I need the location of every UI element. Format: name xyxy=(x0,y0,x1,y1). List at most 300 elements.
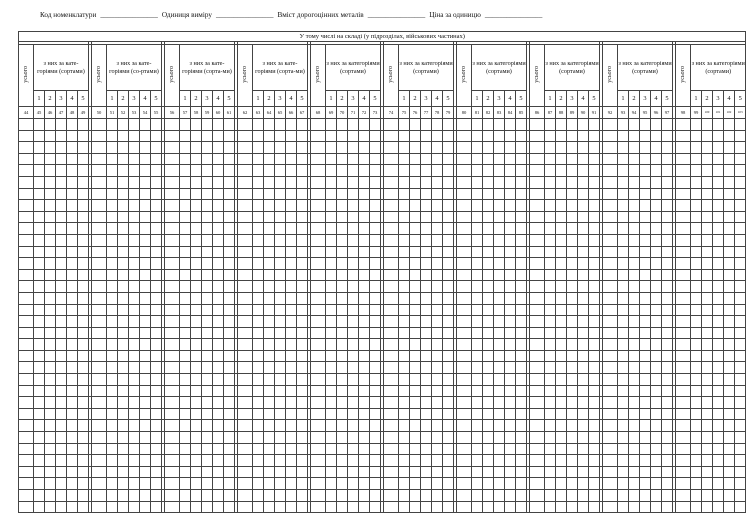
entry-cell[interactable] xyxy=(556,304,567,316)
entry-cell[interactable] xyxy=(275,374,286,386)
entry-cell[interactable] xyxy=(556,397,567,409)
entry-cell[interactable] xyxy=(399,292,410,304)
entry-cell[interactable] xyxy=(384,420,399,432)
entry-cell[interactable] xyxy=(326,246,337,258)
entry-cell[interactable] xyxy=(34,350,45,362)
entry-cell[interactable] xyxy=(359,339,370,351)
entry-cell[interactable] xyxy=(545,165,556,177)
entry-cell[interactable] xyxy=(107,501,118,513)
entry-cell[interactable] xyxy=(19,397,34,409)
entry-cell[interactable] xyxy=(651,432,662,444)
entry-cell[interactable] xyxy=(651,397,662,409)
entry-cell[interactable] xyxy=(735,176,746,188)
entry-cell[interactable] xyxy=(253,350,264,362)
entry-cell[interactable] xyxy=(45,362,56,374)
entry-cell[interactable] xyxy=(202,119,213,131)
entry-cell[interactable] xyxy=(443,176,454,188)
entry-cell[interactable] xyxy=(337,443,348,455)
entry-cell[interactable] xyxy=(505,350,516,362)
entry-cell[interactable] xyxy=(118,304,129,316)
entry-cell[interactable] xyxy=(603,176,618,188)
entry-cell[interactable] xyxy=(253,246,264,258)
entry-cell[interactable] xyxy=(107,269,118,281)
entry-cell[interactable] xyxy=(67,362,78,374)
entry-cell[interactable] xyxy=(578,292,589,304)
entry-cell[interactable] xyxy=(129,408,140,420)
entry-cell[interactable] xyxy=(140,258,151,270)
entry-cell[interactable] xyxy=(399,142,410,154)
entry-cell[interactable] xyxy=(713,316,724,328)
entry-cell[interactable] xyxy=(578,188,589,200)
entry-cell[interactable] xyxy=(676,374,691,386)
entry-cell[interactable] xyxy=(180,176,191,188)
entry-cell[interactable] xyxy=(180,269,191,281)
entry-cell[interactable] xyxy=(640,258,651,270)
entry-cell[interactable] xyxy=(691,153,702,165)
entry-cell[interactable] xyxy=(311,142,326,154)
entry-cell[interactable] xyxy=(702,362,713,374)
entry-cell[interactable] xyxy=(348,258,359,270)
entry-cell[interactable] xyxy=(191,153,202,165)
entry-cell[interactable] xyxy=(578,165,589,177)
entry-cell[interactable] xyxy=(713,234,724,246)
entry-cell[interactable] xyxy=(19,304,34,316)
entry-cell[interactable] xyxy=(264,443,275,455)
entry-cell[interactable] xyxy=(129,246,140,258)
entry-cell[interactable] xyxy=(589,478,600,490)
entry-cell[interactable] xyxy=(676,246,691,258)
entry-cell[interactable] xyxy=(530,397,545,409)
entry-cell[interactable] xyxy=(735,223,746,235)
entry-cell[interactable] xyxy=(735,281,746,293)
entry-cell[interactable] xyxy=(140,432,151,444)
entry-cell[interactable] xyxy=(326,316,337,328)
entry-cell[interactable] xyxy=(494,339,505,351)
entry-cell[interactable] xyxy=(348,339,359,351)
entry-cell[interactable] xyxy=(275,339,286,351)
entry-cell[interactable] xyxy=(691,258,702,270)
entry-cell[interactable] xyxy=(421,362,432,374)
entry-cell[interactable] xyxy=(92,142,107,154)
entry-cell[interactable] xyxy=(629,316,640,328)
entry-cell[interactable] xyxy=(472,385,483,397)
entry-cell[interactable] xyxy=(180,246,191,258)
entry-cell[interactable] xyxy=(618,281,629,293)
entry-cell[interactable] xyxy=(421,304,432,316)
entry-cell[interactable] xyxy=(56,455,67,467)
entry-cell[interactable] xyxy=(151,327,162,339)
entry-cell[interactable] xyxy=(118,490,129,502)
entry-cell[interactable] xyxy=(384,130,399,142)
entry-cell[interactable] xyxy=(202,211,213,223)
entry-cell[interactable] xyxy=(603,304,618,316)
entry-cell[interactable] xyxy=(651,269,662,281)
entry-cell[interactable] xyxy=(67,385,78,397)
entry-cell[interactable] xyxy=(494,130,505,142)
entry-cell[interactable] xyxy=(286,362,297,374)
entry-cell[interactable] xyxy=(45,188,56,200)
entry-cell[interactable] xyxy=(253,339,264,351)
entry-cell[interactable] xyxy=(421,501,432,513)
entry-cell[interactable] xyxy=(567,408,578,420)
entry-cell[interactable] xyxy=(129,269,140,281)
entry-cell[interactable] xyxy=(286,466,297,478)
entry-cell[interactable] xyxy=(129,501,140,513)
entry-cell[interactable] xyxy=(180,165,191,177)
entry-cell[interactable] xyxy=(151,408,162,420)
entry-cell[interactable] xyxy=(618,130,629,142)
entry-cell[interactable] xyxy=(191,119,202,131)
entry-cell[interactable] xyxy=(410,397,421,409)
entry-cell[interactable] xyxy=(618,385,629,397)
entry-cell[interactable] xyxy=(530,258,545,270)
entry-cell[interactable] xyxy=(19,258,34,270)
entry-cell[interactable] xyxy=(567,316,578,328)
entry-cell[interactable] xyxy=(165,339,180,351)
entry-cell[interactable] xyxy=(629,443,640,455)
entry-cell[interactable] xyxy=(275,397,286,409)
entry-cell[interactable] xyxy=(34,478,45,490)
entry-cell[interactable] xyxy=(702,176,713,188)
entry-cell[interactable] xyxy=(337,432,348,444)
entry-cell[interactable] xyxy=(202,350,213,362)
entry-cell[interactable] xyxy=(505,142,516,154)
entry-cell[interactable] xyxy=(724,234,735,246)
entry-cell[interactable] xyxy=(370,165,381,177)
entry-cell[interactable] xyxy=(118,234,129,246)
entry-cell[interactable] xyxy=(399,165,410,177)
entry-cell[interactable] xyxy=(286,478,297,490)
entry-cell[interactable] xyxy=(56,165,67,177)
entry-cell[interactable] xyxy=(67,466,78,478)
entry-cell[interactable] xyxy=(640,385,651,397)
entry-cell[interactable] xyxy=(589,211,600,223)
entry-cell[interactable] xyxy=(19,339,34,351)
entry-cell[interactable] xyxy=(326,420,337,432)
entry-cell[interactable] xyxy=(640,490,651,502)
entry-cell[interactable] xyxy=(629,269,640,281)
entry-cell[interactable] xyxy=(629,211,640,223)
entry-cell[interactable] xyxy=(224,119,235,131)
entry-cell[interactable] xyxy=(702,234,713,246)
entry-cell[interactable] xyxy=(432,374,443,386)
entry-cell[interactable] xyxy=(213,223,224,235)
entry-cell[interactable] xyxy=(567,420,578,432)
entry-cell[interactable] xyxy=(370,455,381,467)
entry-cell[interactable] xyxy=(253,316,264,328)
entry-cell[interactable] xyxy=(311,292,326,304)
entry-cell[interactable] xyxy=(275,269,286,281)
entry-cell[interactable] xyxy=(165,281,180,293)
entry-cell[interactable] xyxy=(567,432,578,444)
entry-cell[interactable] xyxy=(640,478,651,490)
entry-cell[interactable] xyxy=(286,130,297,142)
entry-cell[interactable] xyxy=(662,374,673,386)
entry-cell[interactable] xyxy=(326,142,337,154)
entry-cell[interactable] xyxy=(567,188,578,200)
entry-cell[interactable] xyxy=(34,188,45,200)
entry-cell[interactable] xyxy=(129,374,140,386)
entry-cell[interactable] xyxy=(311,223,326,235)
entry-cell[interactable] xyxy=(264,119,275,131)
entry-cell[interactable] xyxy=(384,200,399,212)
entry-cell[interactable] xyxy=(224,234,235,246)
entry-cell[interactable] xyxy=(399,339,410,351)
entry-cell[interactable] xyxy=(578,466,589,478)
entry-cell[interactable] xyxy=(213,455,224,467)
entry-cell[interactable] xyxy=(384,478,399,490)
entry-cell[interactable] xyxy=(702,339,713,351)
entry-cell[interactable] xyxy=(56,153,67,165)
entry-cell[interactable] xyxy=(505,200,516,212)
entry-cell[interactable] xyxy=(472,153,483,165)
entry-cell[interactable] xyxy=(516,246,527,258)
entry-cell[interactable] xyxy=(213,432,224,444)
entry-cell[interactable] xyxy=(213,234,224,246)
entry-cell[interactable] xyxy=(92,258,107,270)
entry-cell[interactable] xyxy=(78,385,89,397)
entry-cell[interactable] xyxy=(140,327,151,339)
entry-cell[interactable] xyxy=(359,176,370,188)
entry-cell[interactable] xyxy=(472,292,483,304)
entry-cell[interactable] xyxy=(34,176,45,188)
entry-cell[interactable] xyxy=(676,362,691,374)
entry-cell[interactable] xyxy=(472,397,483,409)
entry-cell[interactable] xyxy=(410,176,421,188)
entry-cell[interactable] xyxy=(443,119,454,131)
entry-cell[interactable] xyxy=(238,443,253,455)
entry-cell[interactable] xyxy=(45,246,56,258)
entry-cell[interactable] xyxy=(191,246,202,258)
entry-cell[interactable] xyxy=(165,223,180,235)
entry-cell[interactable] xyxy=(421,490,432,502)
entry-cell[interactable] xyxy=(603,119,618,131)
entry-cell[interactable] xyxy=(457,200,472,212)
entry-cell[interactable] xyxy=(421,420,432,432)
entry-cell[interactable] xyxy=(224,176,235,188)
entry-cell[interactable] xyxy=(545,443,556,455)
entry-cell[interactable] xyxy=(483,258,494,270)
entry-cell[interactable] xyxy=(129,165,140,177)
entry-cell[interactable] xyxy=(651,374,662,386)
entry-cell[interactable] xyxy=(603,455,618,467)
entry-cell[interactable] xyxy=(505,362,516,374)
entry-cell[interactable] xyxy=(107,339,118,351)
entry-cell[interactable] xyxy=(410,292,421,304)
entry-cell[interactable] xyxy=(578,211,589,223)
entry-cell[interactable] xyxy=(359,490,370,502)
entry-cell[interactable] xyxy=(472,316,483,328)
entry-cell[interactable] xyxy=(421,130,432,142)
entry-cell[interactable] xyxy=(662,153,673,165)
entry-cell[interactable] xyxy=(691,304,702,316)
entry-cell[interactable] xyxy=(19,281,34,293)
entry-cell[interactable] xyxy=(691,165,702,177)
entry-cell[interactable] xyxy=(129,234,140,246)
entry-cell[interactable] xyxy=(735,350,746,362)
header-field-blank[interactable]: ________________ xyxy=(215,11,274,19)
entry-cell[interactable] xyxy=(603,408,618,420)
entry-cell[interactable] xyxy=(326,408,337,420)
entry-cell[interactable] xyxy=(129,142,140,154)
entry-cell[interactable] xyxy=(45,165,56,177)
entry-cell[interactable] xyxy=(67,316,78,328)
entry-cell[interactable] xyxy=(118,188,129,200)
entry-cell[interactable] xyxy=(629,153,640,165)
entry-cell[interactable] xyxy=(702,211,713,223)
entry-cell[interactable] xyxy=(702,501,713,513)
entry-cell[interactable] xyxy=(494,397,505,409)
entry-cell[interactable] xyxy=(384,176,399,188)
entry-cell[interactable] xyxy=(180,304,191,316)
entry-cell[interactable] xyxy=(691,350,702,362)
entry-cell[interactable] xyxy=(45,211,56,223)
entry-cell[interactable] xyxy=(348,281,359,293)
entry-cell[interactable] xyxy=(78,327,89,339)
entry-cell[interactable] xyxy=(735,258,746,270)
entry-cell[interactable] xyxy=(337,153,348,165)
entry-cell[interactable] xyxy=(691,176,702,188)
entry-cell[interactable] xyxy=(129,153,140,165)
entry-cell[interactable] xyxy=(165,455,180,467)
entry-cell[interactable] xyxy=(56,258,67,270)
entry-cell[interactable] xyxy=(618,408,629,420)
entry-cell[interactable] xyxy=(589,420,600,432)
entry-cell[interactable] xyxy=(662,501,673,513)
entry-cell[interactable] xyxy=(180,455,191,467)
entry-cell[interactable] xyxy=(567,466,578,478)
entry-cell[interactable] xyxy=(629,420,640,432)
entry-cell[interactable] xyxy=(472,176,483,188)
entry-cell[interactable] xyxy=(530,420,545,432)
entry-cell[interactable] xyxy=(640,176,651,188)
entry-cell[interactable] xyxy=(359,362,370,374)
entry-cell[interactable] xyxy=(483,188,494,200)
entry-cell[interactable] xyxy=(640,211,651,223)
entry-cell[interactable] xyxy=(202,408,213,420)
entry-cell[interactable] xyxy=(421,292,432,304)
entry-cell[interactable] xyxy=(118,374,129,386)
entry-cell[interactable] xyxy=(264,339,275,351)
entry-cell[interactable] xyxy=(311,130,326,142)
entry-cell[interactable] xyxy=(483,153,494,165)
entry-cell[interactable] xyxy=(651,153,662,165)
entry-cell[interactable] xyxy=(691,292,702,304)
entry-cell[interactable] xyxy=(457,455,472,467)
entry-cell[interactable] xyxy=(494,443,505,455)
entry-cell[interactable] xyxy=(140,200,151,212)
entry-cell[interactable] xyxy=(483,176,494,188)
entry-cell[interactable] xyxy=(556,420,567,432)
entry-cell[interactable] xyxy=(253,478,264,490)
entry-cell[interactable] xyxy=(67,281,78,293)
entry-cell[interactable] xyxy=(399,327,410,339)
entry-cell[interactable] xyxy=(662,478,673,490)
entry-cell[interactable] xyxy=(640,234,651,246)
entry-cell[interactable] xyxy=(129,385,140,397)
entry-cell[interactable] xyxy=(92,466,107,478)
entry-cell[interactable] xyxy=(640,200,651,212)
entry-cell[interactable] xyxy=(691,397,702,409)
entry-cell[interactable] xyxy=(224,316,235,328)
entry-cell[interactable] xyxy=(56,501,67,513)
entry-cell[interactable] xyxy=(443,142,454,154)
entry-cell[interactable] xyxy=(384,362,399,374)
entry-cell[interactable] xyxy=(140,478,151,490)
entry-cell[interactable] xyxy=(165,478,180,490)
entry-cell[interactable] xyxy=(432,327,443,339)
entry-cell[interactable] xyxy=(483,281,494,293)
entry-cell[interactable] xyxy=(45,119,56,131)
entry-cell[interactable] xyxy=(67,200,78,212)
entry-cell[interactable] xyxy=(399,188,410,200)
entry-cell[interactable] xyxy=(337,200,348,212)
entry-cell[interactable] xyxy=(348,362,359,374)
entry-cell[interactable] xyxy=(213,281,224,293)
entry-cell[interactable] xyxy=(297,327,308,339)
entry-cell[interactable] xyxy=(224,304,235,316)
entry-cell[interactable] xyxy=(359,188,370,200)
entry-cell[interactable] xyxy=(443,408,454,420)
entry-cell[interactable] xyxy=(603,258,618,270)
entry-cell[interactable] xyxy=(651,200,662,212)
entry-cell[interactable] xyxy=(691,432,702,444)
entry-cell[interactable] xyxy=(443,130,454,142)
entry-cell[interactable] xyxy=(702,432,713,444)
entry-cell[interactable] xyxy=(421,408,432,420)
entry-cell[interactable] xyxy=(129,316,140,328)
entry-cell[interactable] xyxy=(286,165,297,177)
entry-cell[interactable] xyxy=(34,246,45,258)
entry-cell[interactable] xyxy=(472,258,483,270)
entry-cell[interactable] xyxy=(286,350,297,362)
entry-cell[interactable] xyxy=(370,211,381,223)
entry-cell[interactable] xyxy=(45,223,56,235)
entry-cell[interactable] xyxy=(640,153,651,165)
entry-cell[interactable] xyxy=(662,455,673,467)
entry-cell[interactable] xyxy=(191,188,202,200)
entry-cell[interactable] xyxy=(530,188,545,200)
entry-cell[interactable] xyxy=(140,455,151,467)
entry-cell[interactable] xyxy=(213,200,224,212)
entry-cell[interactable] xyxy=(297,281,308,293)
entry-cell[interactable] xyxy=(92,362,107,374)
entry-cell[interactable] xyxy=(629,200,640,212)
entry-cell[interactable] xyxy=(311,466,326,478)
entry-cell[interactable] xyxy=(578,501,589,513)
entry-cell[interactable] xyxy=(264,420,275,432)
entry-cell[interactable] xyxy=(494,142,505,154)
entry-cell[interactable] xyxy=(165,408,180,420)
entry-cell[interactable] xyxy=(457,130,472,142)
entry-cell[interactable] xyxy=(370,130,381,142)
entry-cell[interactable] xyxy=(578,234,589,246)
entry-cell[interactable] xyxy=(151,234,162,246)
entry-cell[interactable] xyxy=(92,397,107,409)
header-field-blank[interactable]: ________________ xyxy=(367,11,426,19)
entry-cell[interactable] xyxy=(191,408,202,420)
entry-cell[interactable] xyxy=(140,176,151,188)
entry-cell[interactable] xyxy=(567,176,578,188)
entry-cell[interactable] xyxy=(78,246,89,258)
entry-cell[interactable] xyxy=(702,142,713,154)
entry-cell[interactable] xyxy=(545,362,556,374)
entry-cell[interactable] xyxy=(589,188,600,200)
entry-cell[interactable] xyxy=(67,455,78,467)
entry-cell[interactable] xyxy=(578,304,589,316)
entry-cell[interactable] xyxy=(676,397,691,409)
entry-cell[interactable] xyxy=(530,246,545,258)
